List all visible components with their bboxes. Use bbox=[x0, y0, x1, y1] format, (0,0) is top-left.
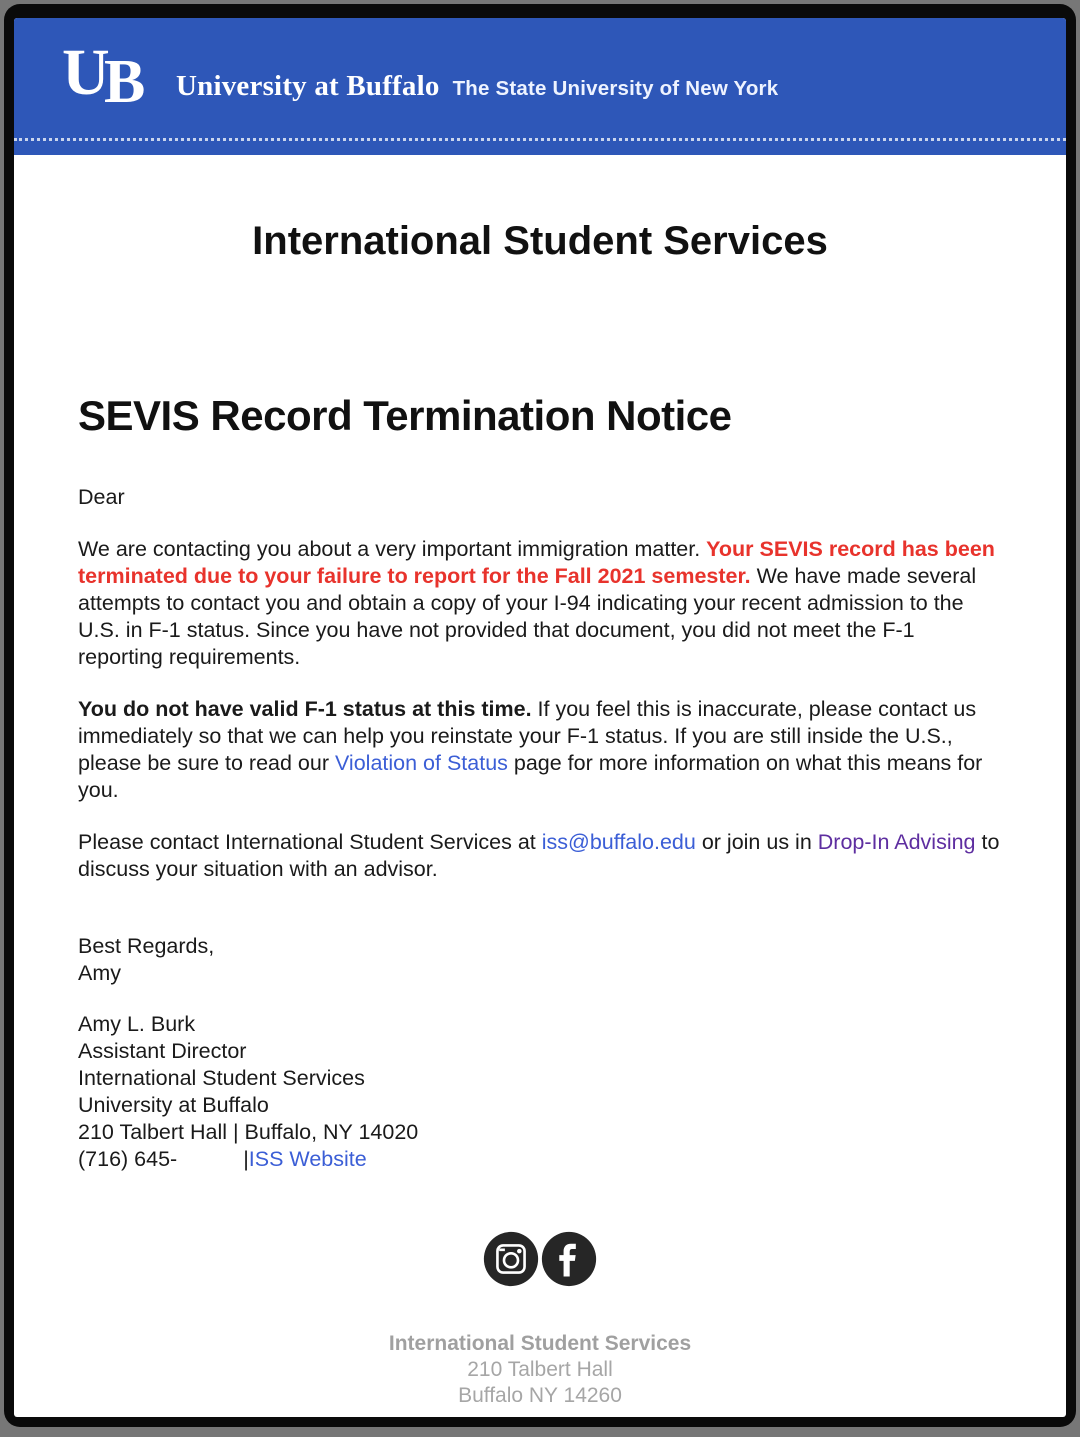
p3-tail: to discuss your situation with an advisor. bbox=[78, 830, 1000, 881]
university-tagline: The State University of New York bbox=[452, 77, 779, 100]
footer-address-line1: 210 Talbert Hall bbox=[467, 1358, 613, 1381]
signature-phone-line bbox=[78, 1146, 1002, 1173]
closing-line: Best Regards, bbox=[78, 934, 215, 958]
university-wordmark: University at Buffalo bbox=[176, 70, 440, 102]
ub-logo-letter-b: B bbox=[104, 47, 146, 116]
signature-department: International Student Services bbox=[78, 1066, 365, 1090]
paragraph-1 bbox=[78, 536, 1002, 671]
signature-title: Assistant Director bbox=[78, 1039, 247, 1063]
p3-lead: Please contact International Student Services at bbox=[78, 830, 542, 854]
footer-address-line2: Buffalo NY 14260 bbox=[458, 1384, 622, 1407]
ub-logo-icon bbox=[62, 35, 166, 125]
signature-name: Amy L. Burk bbox=[78, 1012, 196, 1036]
signature-organization: University at Buffalo bbox=[78, 1093, 269, 1117]
footer-org: International Student Services bbox=[388, 1332, 692, 1355]
email-main bbox=[14, 219, 1066, 1409]
email-body bbox=[14, 18, 1066, 1417]
p2-mid: If you feel this is inaccurate, please contact us immediately so that we can help you reinstate your F-1 status. If you are still inside the U.S., please be sure to read our bbox=[78, 697, 977, 775]
window-frame bbox=[4, 4, 1076, 1427]
page-title: International Student Services bbox=[252, 219, 828, 263]
university-banner bbox=[14, 18, 1066, 155]
closing-name: Amy bbox=[78, 961, 121, 985]
iss-email-link[interactable]: iss@buffalo.edu bbox=[541, 830, 696, 854]
phone-prefix: (716) 645- bbox=[78, 1147, 178, 1171]
closing-block bbox=[78, 933, 1002, 987]
drop-in-advising-link[interactable]: Drop-In Advising bbox=[817, 830, 976, 854]
violation-of-status-link[interactable]: Violation of Status bbox=[334, 751, 508, 775]
pipe-separator: | bbox=[243, 1147, 249, 1171]
paragraph-2 bbox=[78, 696, 1002, 804]
p1-termination-alert: Your SEVIS record has been terminated due to your failure to report for the Fall 2021 semester. bbox=[78, 537, 995, 588]
banner-dotted-divider bbox=[14, 138, 1066, 141]
p3-mid: or join us in bbox=[695, 830, 818, 854]
ub-logo-letter-u: U bbox=[62, 35, 110, 109]
p2-tail: page for more information on what this means for you. bbox=[78, 751, 983, 802]
email-footer bbox=[78, 1331, 1002, 1409]
instagram-icon[interactable] bbox=[483, 1231, 539, 1287]
signature-block bbox=[78, 1011, 1002, 1173]
p2-bold-lead: You do not have valid F-1 status at this time. bbox=[78, 697, 532, 721]
facebook-icon[interactable] bbox=[541, 1231, 597, 1287]
signature-address: 210 Talbert Hall | Buffalo, NY 14020 bbox=[78, 1120, 419, 1144]
paragraph-3 bbox=[78, 829, 1002, 883]
notice-heading: SEVIS Record Termination Notice bbox=[78, 392, 732, 439]
p1-rest: We have made several attempts to contact you and obtain a copy of your I-94 indicating your recent admission to the U.S. in F-1 status. Since you have not provided that document, you did not meet the F-1 reporting requirements. bbox=[78, 564, 977, 669]
p1-lead: We are contacting you about a very important immigration matter. bbox=[78, 537, 707, 561]
iss-website-link[interactable]: ISS Website bbox=[248, 1147, 367, 1171]
salutation: Dear bbox=[78, 485, 125, 509]
banner-text bbox=[176, 70, 778, 103]
social-icons-row bbox=[78, 1231, 1002, 1287]
